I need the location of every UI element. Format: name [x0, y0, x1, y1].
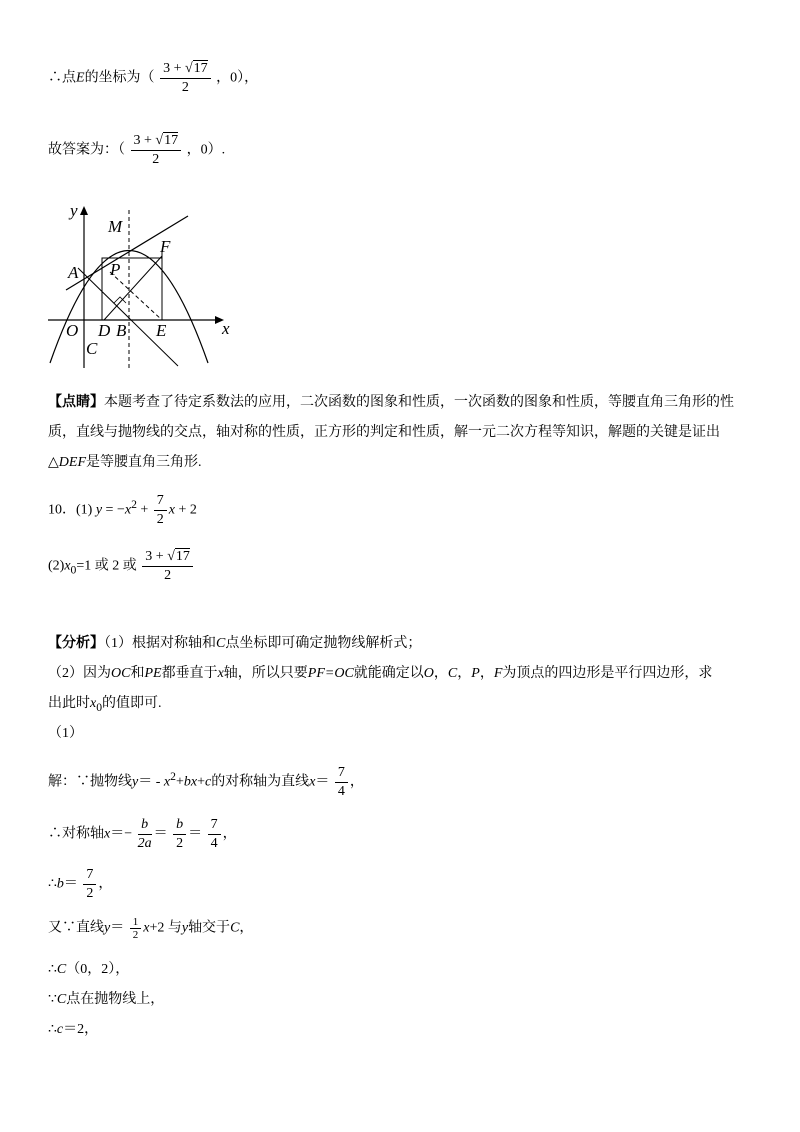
var: x — [104, 826, 111, 842]
text: ∴点 — [48, 70, 76, 86]
text: ，0）. — [186, 142, 226, 158]
den: 2 — [181, 80, 189, 95]
label-o: O — [66, 321, 79, 340]
text: ， — [433, 666, 448, 681]
fraction — [208, 816, 221, 853]
label-f: F — [160, 237, 171, 256]
label-d: D — [98, 321, 111, 340]
solution-line-2 — [48, 816, 237, 853]
text: 点在抛物线上， — [66, 992, 165, 1007]
label-m: M — [108, 217, 123, 236]
num: b — [141, 817, 149, 832]
text: 又∵直线 — [48, 920, 104, 936]
den: 2a — [137, 836, 152, 851]
text: ， — [457, 666, 472, 681]
dianjing-line-1 — [48, 393, 734, 413]
text: ＝− — [110, 826, 133, 842]
text: 轴，所以只要 — [223, 666, 308, 681]
var: y — [132, 774, 139, 790]
text: 都垂直于 — [161, 666, 218, 681]
num: 3 + — [163, 61, 185, 76]
text: 就能确定以 — [353, 666, 424, 681]
text: + — [175, 774, 184, 790]
text: ＝ - — [138, 774, 164, 790]
text: ∴ — [48, 1022, 57, 1037]
num: 7 — [154, 492, 167, 511]
label-y: y — [70, 201, 78, 220]
solution-line-6 — [48, 990, 164, 1010]
text: ∵ — [48, 992, 57, 1007]
dianjing-line-2 — [48, 423, 720, 443]
num: 1 — [130, 916, 142, 929]
text: ， — [222, 826, 237, 842]
text: （0，2）， — [66, 962, 130, 977]
text: 的值即可. — [102, 696, 162, 711]
label-p: P — [110, 260, 121, 279]
var: x — [217, 666, 224, 681]
sub: 0 — [70, 563, 77, 577]
var: x — [309, 774, 316, 790]
part-1-heading — [48, 724, 83, 744]
var: =OC — [324, 666, 354, 681]
text: ＝ — [315, 774, 330, 790]
var: y — [104, 920, 111, 936]
den: 4 — [210, 836, 218, 851]
text: （2）因为 — [48, 666, 111, 681]
fraction: $\frac{3 + √17}{2}$ — [131, 132, 182, 169]
var: x — [168, 502, 176, 518]
text: 出此时 — [48, 696, 90, 711]
tag: 【分析】 — [48, 636, 104, 651]
text: ＝ — [188, 826, 203, 842]
text: = − — [102, 502, 125, 518]
text: + 2 — [175, 502, 197, 518]
var: C — [56, 962, 67, 977]
label-c: C — [86, 339, 98, 358]
den: 2 — [132, 929, 139, 941]
geometry-figure — [40, 198, 240, 373]
text: 为顶点的四边形是平行四边形，求 — [502, 666, 713, 681]
line-pe — [110, 272, 162, 320]
radicand: 17 — [193, 61, 208, 76]
var: C — [230, 920, 240, 936]
text: ＝ — [110, 920, 125, 936]
var: c — [204, 774, 212, 790]
label-a: A — [68, 263, 79, 282]
text: ∴对称轴 — [48, 826, 104, 842]
text: 故答案为：（ — [48, 142, 125, 158]
text: ， — [239, 920, 254, 936]
num: 3 + — [145, 549, 168, 564]
radicand: 17 — [175, 549, 190, 564]
solution-line-7 — [48, 1020, 98, 1040]
fraction — [154, 492, 167, 529]
dianjing-line-3 — [48, 453, 202, 473]
text: 是等腰直角三角形. — [86, 455, 202, 470]
solution-line-1 — [48, 764, 364, 801]
var: PE — [144, 666, 162, 681]
var: b — [56, 876, 64, 892]
answer-line — [48, 132, 225, 169]
text: ＝2， — [63, 1022, 99, 1037]
text: ， — [479, 666, 494, 681]
num: 7 — [335, 764, 348, 783]
den: 2 — [176, 836, 184, 851]
q10-part1 — [48, 492, 197, 529]
fraction — [138, 816, 152, 853]
exp: 2 — [131, 498, 137, 512]
var: x — [124, 502, 132, 518]
var: bx — [183, 774, 198, 790]
text: =1 或 2 或 — [76, 558, 137, 574]
solution-line-5 — [48, 960, 129, 980]
triangle-symbol: △ — [48, 455, 59, 470]
sub: 0 — [96, 700, 103, 714]
text: ，0）， — [216, 70, 259, 86]
den: 2 — [86, 886, 94, 901]
fraction — [173, 816, 186, 853]
var: C — [216, 636, 226, 651]
den: 2 — [152, 152, 160, 167]
solution-line-3 — [48, 866, 112, 903]
fraction: $\frac{3 + √17}{2}$ — [142, 548, 193, 585]
var: y — [95, 502, 103, 518]
var: y — [181, 920, 189, 936]
var: O — [423, 666, 434, 681]
text: ∴ — [48, 962, 57, 977]
radicand: 17 — [164, 133, 179, 148]
var-def: DEF — [58, 455, 86, 470]
fraction — [335, 764, 348, 801]
fraction: $\frac{3 + √17}{2}$ — [160, 60, 211, 97]
var: P — [471, 666, 480, 681]
text: 的坐标为（ — [84, 70, 155, 86]
label-b: B — [116, 321, 127, 340]
den: 2 — [164, 568, 172, 583]
num: 7 — [208, 816, 221, 835]
var: x — [143, 920, 150, 936]
text: 点坐标即可确定抛物线解析式； — [225, 636, 422, 651]
text: 10．(1) — [48, 502, 93, 518]
var: x — [64, 558, 71, 574]
text: 和 — [130, 666, 145, 681]
var: c — [56, 1022, 64, 1037]
tag: 【点睛】 — [48, 395, 104, 410]
text: ＝ — [153, 826, 168, 842]
fraction — [83, 866, 96, 903]
fraction — [130, 916, 142, 941]
var: F — [493, 666, 503, 681]
text: + — [197, 774, 205, 790]
den: 2 — [156, 512, 164, 527]
q10-part2 — [48, 548, 195, 585]
solution-line-4 — [48, 916, 253, 941]
text: 轴交于 — [188, 920, 231, 936]
coord-e-line — [48, 60, 258, 97]
text: (2) — [48, 558, 65, 574]
text: +2 与 — [149, 920, 182, 936]
text: （1） — [48, 726, 83, 741]
text: （1）根据对称轴和 — [104, 636, 216, 651]
text: ， — [98, 876, 113, 892]
text: ， — [349, 774, 364, 790]
label-e: E — [156, 321, 167, 340]
var: x — [163, 774, 171, 790]
var: C — [56, 992, 67, 1007]
num: 3 + — [133, 133, 156, 148]
y-axis-arrow — [80, 206, 88, 215]
var-e: E — [76, 70, 85, 86]
var: PF — [307, 666, 325, 681]
text: ∴ — [48, 876, 57, 892]
var: C — [447, 666, 458, 681]
num: 7 — [83, 866, 96, 885]
text: ＝ — [63, 876, 78, 892]
fenxi-line-2 — [48, 664, 712, 684]
label-x: x — [222, 319, 230, 338]
den: 4 — [337, 784, 345, 799]
text: 的对称轴为直线 — [211, 774, 310, 790]
num: b — [176, 817, 184, 832]
fenxi-line-3 — [48, 694, 162, 718]
exp: 2 — [170, 770, 176, 784]
text: 本题考查了待定系数法的应用，二次函数的图象和性质，一次函数的图象和性质，等腰直角三角形的性 — [104, 395, 734, 410]
var: OC — [111, 666, 131, 681]
text: + — [136, 502, 152, 518]
fenxi-line-1 — [48, 634, 421, 654]
var: x — [90, 696, 97, 711]
text: 质，直线与抛物线的交点，轴对称的性质，正方形的判定和性质，解一元二次方程等知识，解题的关键是证出 — [48, 425, 720, 440]
text: 解：∵抛物线 — [48, 774, 132, 790]
